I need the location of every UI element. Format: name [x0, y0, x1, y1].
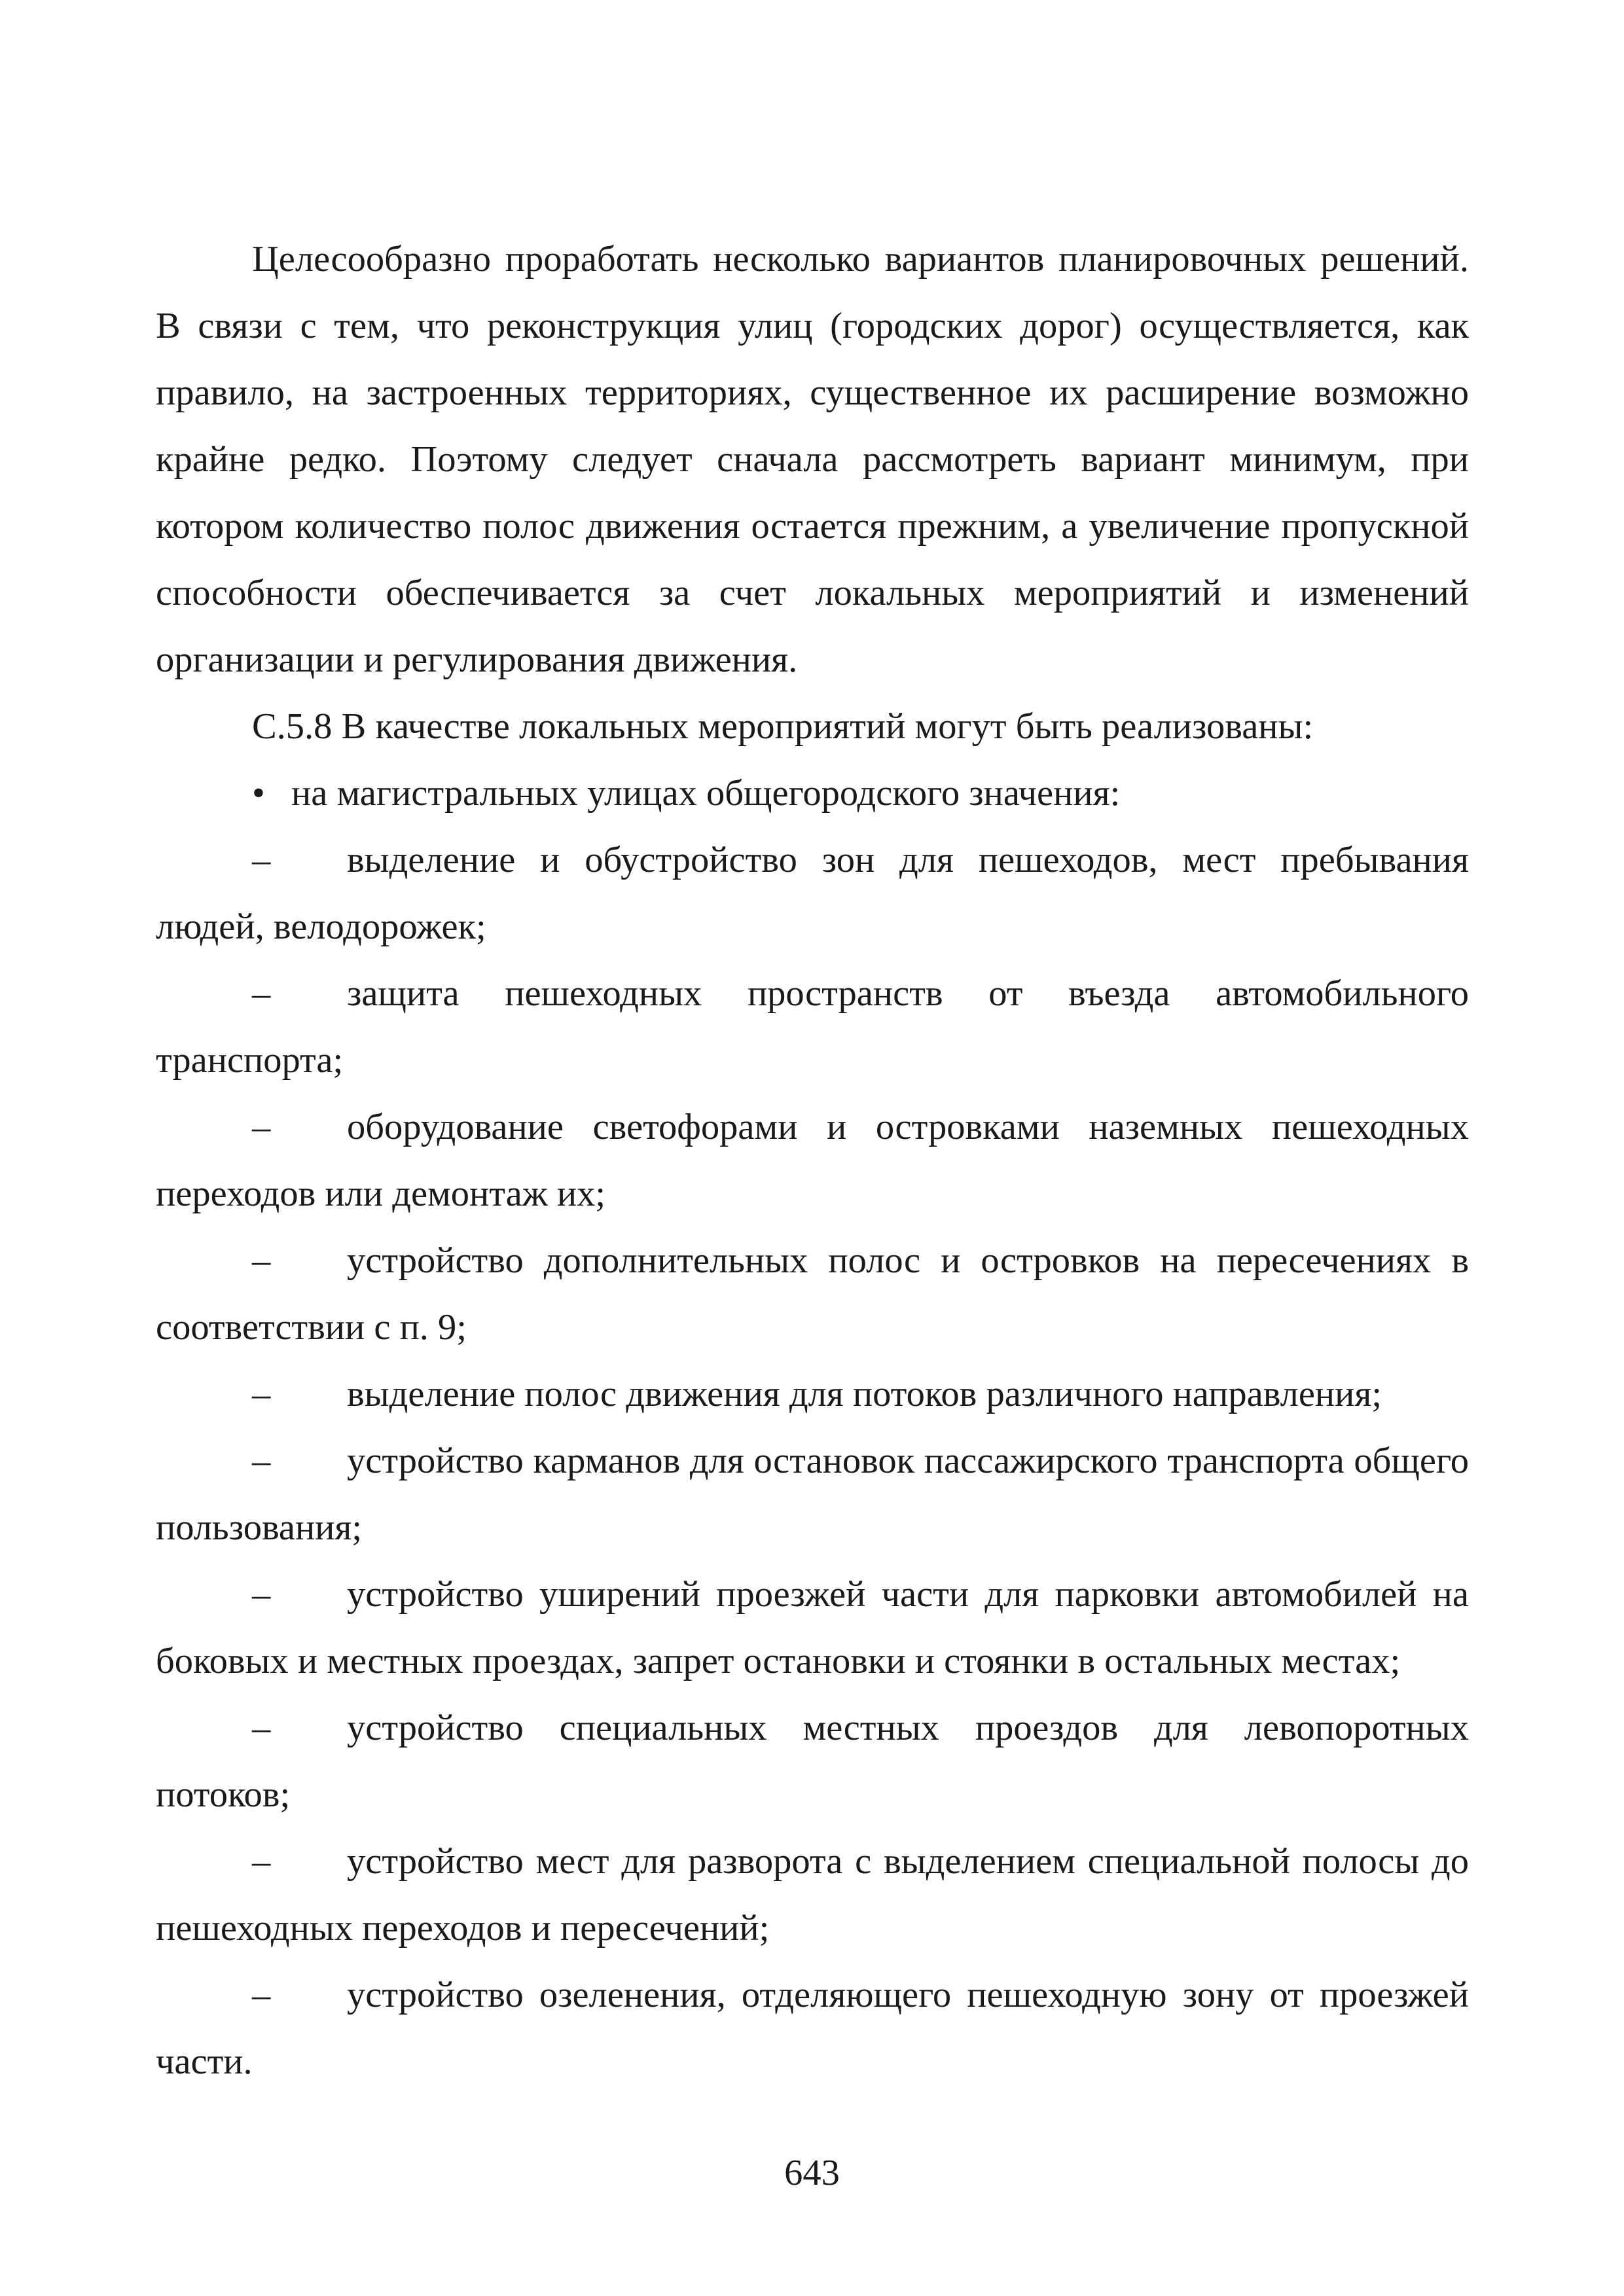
dash-icon: –	[252, 1107, 271, 1147]
dash-list-item	[156, 960, 1469, 1094]
dash-list-item-text: устройство дополнительных полос и островков на пересечениях в соответствии с п. 9;	[156, 1240, 1469, 1348]
dash-icon: –	[252, 1374, 271, 1414]
page-number: 643	[784, 2153, 840, 2193]
dash-list-item-text: устройство озеленения, отделяющего пешеходную зону от проезжей части.	[156, 1975, 1469, 2082]
dash-list-item	[156, 1561, 1469, 1695]
dash-list-item-text: устройство специальных местных проездов для левопоротных потоков;	[156, 1708, 1469, 1815]
dash-list-item-text: устройство карманов для остановок пассажирского транспорта общего пользования;	[156, 1441, 1469, 1548]
bullet-item	[156, 760, 1469, 827]
dash-list-item	[156, 1962, 1469, 2095]
dash-list-item	[156, 1361, 1469, 1427]
dash-list-item	[156, 1227, 1469, 1361]
dash-list-item	[156, 1828, 1469, 1962]
dash-list-item	[156, 827, 1469, 960]
dash-list-item-text: защита пешеходных пространств от въезда автомобильного транспорта;	[156, 973, 1469, 1081]
dash-icon: –	[252, 1975, 271, 2015]
dash-list-item-text: выделение полос движения для потоков различного направления;	[347, 1374, 1382, 1414]
dash-list-item	[156, 1427, 1469, 1561]
dash-list-item-text: устройство уширений проезжей части для парковки автомобилей на боковых и местных проездах, запрет остановки и стоянки в остальных местах;	[156, 1574, 1469, 1681]
dash-list-item	[156, 1695, 1469, 1828]
dash-icon: –	[252, 1441, 271, 1481]
dash-list-item-text: устройство мест для разворота с выделением специальной полосы до пешеходных переходов и пересечений;	[156, 1841, 1469, 1948]
dash-icon: –	[252, 973, 271, 1014]
bullet-item-text: на магистральных улицах общегородского значения:	[291, 773, 1121, 814]
dash-icon: –	[252, 1708, 271, 1748]
dash-icon: –	[252, 1574, 271, 1615]
bullet-icon: •	[252, 773, 265, 814]
dash-list-item	[156, 1094, 1469, 1227]
paragraph-section-c58: С.5.8 В качестве локальных мероприятий могут быть реализованы:	[252, 706, 1314, 747]
dash-icon: –	[252, 1240, 271, 1281]
dash-list-item-text: выделение и обустройство зон для пешеходов, мест пребывания людей, велодорожек;	[156, 840, 1469, 947]
body-text	[156, 226, 1469, 2095]
dash-icon: –	[252, 1841, 271, 1882]
dash-list-item-text: оборудование светофорами и островками наземных пешеходных переходов или демонтаж их;	[156, 1107, 1469, 1214]
paragraph-intro: Целесообразно проработать несколько вариантов планировочных решений. В связи с тем, что реконструкция улиц (городских дорог) осуществляется, как правило, на застроенных территориях, существенное их расширение возможно крайне редко. Поэтому следует сначала рассмотреть вариант минимум, при котором количество полос движения остается прежним, а увеличение пропускной способности обеспечивается за счет локальных мероприятий и изменений организации и регулирования движения.	[156, 239, 1469, 680]
dash-icon: –	[252, 840, 271, 880]
